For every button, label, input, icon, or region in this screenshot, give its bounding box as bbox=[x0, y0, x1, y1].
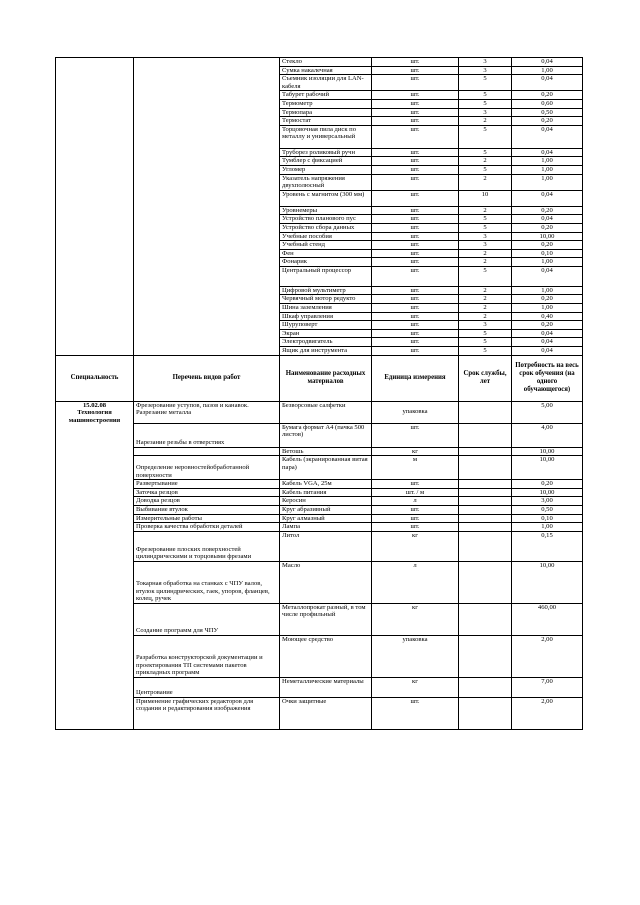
term-cell bbox=[459, 447, 512, 456]
term-cell: 5 bbox=[459, 91, 512, 100]
unit-cell: шт. bbox=[372, 304, 459, 313]
need-cell: 0,04 bbox=[512, 125, 583, 148]
need-cell: 1,00 bbox=[512, 66, 583, 75]
material-name: Табурет рабочий bbox=[280, 91, 372, 100]
work-type: Применение графических редакторов для создания и редактирования изображения bbox=[134, 697, 280, 729]
term-cell: 3 bbox=[459, 66, 512, 75]
unit-cell: кг bbox=[372, 603, 459, 635]
header-term: Срок службы, лет bbox=[459, 355, 512, 401]
unit-cell: шт. bbox=[372, 66, 459, 75]
need-cell: 0,04 bbox=[512, 266, 583, 286]
material-name: Сумка накалечная bbox=[280, 66, 372, 75]
unit-cell: л bbox=[372, 561, 459, 603]
term-cell: 5 bbox=[459, 165, 512, 174]
unit-cell: шт. / м bbox=[372, 488, 459, 497]
term-cell bbox=[459, 456, 512, 480]
work-type: Разработка конструкторской документации и проектирования ТП системами пакетов прикладных программ bbox=[134, 635, 280, 677]
term-cell bbox=[459, 603, 512, 635]
term-cell bbox=[459, 506, 512, 515]
need-cell: 1,00 bbox=[512, 286, 583, 295]
material-name: Учебный стенд bbox=[280, 241, 372, 250]
header-unit: Единица измерения bbox=[372, 355, 459, 401]
unit-cell: упаковка bbox=[372, 635, 459, 677]
need-cell: 0,04 bbox=[512, 75, 583, 91]
need-cell: 0,04 bbox=[512, 148, 583, 157]
need-cell: 1,00 bbox=[512, 523, 583, 532]
need-cell: 0,50 bbox=[512, 506, 583, 515]
term-cell: 2 bbox=[459, 258, 512, 267]
work-type: Нарезание резьбы в отверстиях bbox=[134, 423, 280, 447]
need-cell: 1,00 bbox=[512, 258, 583, 267]
table-row bbox=[56, 58, 583, 67]
term-cell: 5 bbox=[459, 223, 512, 232]
term-cell bbox=[459, 488, 512, 497]
unit-cell: шт. bbox=[372, 347, 459, 356]
term-cell bbox=[459, 514, 512, 523]
table-row bbox=[56, 561, 583, 603]
need-cell: 0,04 bbox=[512, 58, 583, 67]
term-cell: 2 bbox=[459, 304, 512, 313]
need-cell: 10,00 bbox=[512, 447, 583, 456]
work-type: Проверка качества обработки деталей bbox=[134, 523, 280, 532]
need-cell: 0,04 bbox=[512, 329, 583, 338]
table-row bbox=[56, 506, 583, 515]
need-cell: 0,20 bbox=[512, 206, 583, 215]
term-cell: 10 bbox=[459, 190, 512, 206]
material-name: Указатель напряжения двухполюсный bbox=[280, 174, 372, 190]
material-name: Масло bbox=[280, 561, 372, 603]
need-cell: 2,00 bbox=[512, 697, 583, 729]
need-cell: 0,20 bbox=[512, 91, 583, 100]
material-name: Фонарик bbox=[280, 258, 372, 267]
material-name: Металлопрокат разный, в том числе профильный bbox=[280, 603, 372, 635]
header-specialty: Специальность bbox=[56, 355, 134, 401]
material-name: Круг алмазный bbox=[280, 514, 372, 523]
unit-cell: шт. bbox=[372, 108, 459, 117]
unit-cell: шт. bbox=[372, 174, 459, 190]
material-name: Термопара bbox=[280, 108, 372, 117]
table-row bbox=[56, 635, 583, 677]
need-cell: 10,00 bbox=[512, 488, 583, 497]
unit-cell: шт. bbox=[372, 249, 459, 258]
need-cell: 1,00 bbox=[512, 165, 583, 174]
table-row bbox=[56, 401, 583, 423]
need-cell: 7,00 bbox=[512, 677, 583, 697]
material-name: Шуруповерт bbox=[280, 321, 372, 330]
material-name: Тумблер с фиксацией bbox=[280, 157, 372, 166]
term-cell: 3 bbox=[459, 232, 512, 241]
material-name: Устройство сбора данных bbox=[280, 223, 372, 232]
work-type: Фрезерование плоских поверхностей цилиндрическими и торцовыми фрезами bbox=[134, 531, 280, 561]
term-cell bbox=[459, 635, 512, 677]
need-cell: 10,00 bbox=[512, 232, 583, 241]
term-cell bbox=[459, 423, 512, 447]
term-cell: 2 bbox=[459, 157, 512, 166]
need-cell: 4,00 bbox=[512, 423, 583, 447]
works-cell-empty bbox=[134, 58, 280, 356]
unit-cell: упаковка bbox=[372, 401, 459, 423]
material-name: Безворсовые салфетки bbox=[280, 401, 372, 423]
need-cell: 10,00 bbox=[512, 561, 583, 603]
unit-cell: л bbox=[372, 497, 459, 506]
material-name: Съемник изоляции для LAN-кабеля bbox=[280, 75, 372, 91]
term-cell: 5 bbox=[459, 125, 512, 148]
term-cell bbox=[459, 561, 512, 603]
material-name: Керосин bbox=[280, 497, 372, 506]
material-name: Электродвигатель bbox=[280, 338, 372, 347]
unit-cell: шт. bbox=[372, 506, 459, 515]
work-type bbox=[134, 447, 280, 456]
unit-cell: шт. bbox=[372, 58, 459, 67]
material-name: Червячный мотор редукто bbox=[280, 295, 372, 304]
unit-cell: шт. bbox=[372, 266, 459, 286]
unit-cell: шт. bbox=[372, 215, 459, 224]
table-row bbox=[56, 697, 583, 729]
term-cell: 2 bbox=[459, 295, 512, 304]
term-cell: 5 bbox=[459, 347, 512, 356]
unit-cell: шт. bbox=[372, 329, 459, 338]
material-name: Стекло bbox=[280, 58, 372, 67]
materials-table bbox=[55, 57, 583, 730]
specialty-code: 15.02.08 bbox=[82, 401, 107, 409]
unit-cell: шт. bbox=[372, 148, 459, 157]
term-cell bbox=[459, 480, 512, 489]
need-cell: 1,00 bbox=[512, 174, 583, 190]
term-cell: 5 bbox=[459, 75, 512, 91]
unit-cell: кг bbox=[372, 677, 459, 697]
need-cell: 0,60 bbox=[512, 99, 583, 108]
unit-cell: шт. bbox=[372, 117, 459, 126]
term-cell: 2 bbox=[459, 249, 512, 258]
term-cell: 5 bbox=[459, 99, 512, 108]
work-type: Заточка резцов bbox=[134, 488, 280, 497]
need-cell: 0,20 bbox=[512, 480, 583, 489]
term-cell: 3 bbox=[459, 321, 512, 330]
specialty-name: Технология машиностроения bbox=[68, 409, 121, 424]
unit-cell: шт. bbox=[372, 241, 459, 250]
need-cell: 10,00 bbox=[512, 456, 583, 480]
term-cell bbox=[459, 523, 512, 532]
unit-cell: шт. bbox=[372, 514, 459, 523]
need-cell: 0,20 bbox=[512, 117, 583, 126]
material-name: Литол bbox=[280, 531, 372, 561]
term-cell: 5 bbox=[459, 338, 512, 347]
need-cell: 0,20 bbox=[512, 295, 583, 304]
term-cell bbox=[459, 401, 512, 423]
term-cell bbox=[459, 497, 512, 506]
table-row bbox=[56, 677, 583, 697]
term-cell: 2 bbox=[459, 174, 512, 190]
unit-cell: шт. bbox=[372, 75, 459, 91]
material-name: Уровнемеры bbox=[280, 206, 372, 215]
table-row bbox=[56, 447, 583, 456]
table-row bbox=[56, 488, 583, 497]
need-cell: 1,00 bbox=[512, 304, 583, 313]
work-type: Доводка резцов bbox=[134, 497, 280, 506]
material-name: Бумага формат А4 (пачка 500 листов) bbox=[280, 423, 372, 447]
term-cell bbox=[459, 677, 512, 697]
work-type: Выбивание втулок bbox=[134, 506, 280, 515]
table-row bbox=[56, 456, 583, 480]
need-cell: 0,10 bbox=[512, 249, 583, 258]
bottom-section bbox=[56, 401, 583, 729]
term-cell: 5 bbox=[459, 329, 512, 338]
need-cell: 5,00 bbox=[512, 401, 583, 423]
header-need: Потребность на весь срок обучения (на одного обучающегося) bbox=[512, 355, 583, 401]
table-row bbox=[56, 497, 583, 506]
term-cell: 3 bbox=[459, 58, 512, 67]
table-header bbox=[56, 355, 583, 401]
material-name: Труборез роликовый ручн bbox=[280, 148, 372, 157]
table-row bbox=[56, 480, 583, 489]
material-name: Центральный процессор bbox=[280, 266, 372, 286]
material-name: Очки защитные bbox=[280, 697, 372, 729]
unit-cell: кг bbox=[372, 531, 459, 561]
need-cell: 0,04 bbox=[512, 338, 583, 347]
material-name: Устройство планового пус bbox=[280, 215, 372, 224]
unit-cell: шт. bbox=[372, 206, 459, 215]
term-cell: 2 bbox=[459, 286, 512, 295]
need-cell: 0,04 bbox=[512, 215, 583, 224]
material-name: Ящик для инструмента bbox=[280, 347, 372, 356]
unit-cell: м bbox=[372, 456, 459, 480]
material-name: Ветошь bbox=[280, 447, 372, 456]
unit-cell: шт. bbox=[372, 157, 459, 166]
unit-cell: шт. bbox=[372, 258, 459, 267]
unit-cell: шт. bbox=[372, 697, 459, 729]
need-cell: 2,00 bbox=[512, 635, 583, 677]
term-cell: 2 bbox=[459, 206, 512, 215]
unit-cell: шт. bbox=[372, 232, 459, 241]
unit-cell: шт. bbox=[372, 190, 459, 206]
material-name: Круг абразивный bbox=[280, 506, 372, 515]
material-name: Неметаллические материалы bbox=[280, 677, 372, 697]
term-cell: 3 bbox=[459, 108, 512, 117]
document-page bbox=[55, 57, 582, 730]
need-cell: 0,50 bbox=[512, 108, 583, 117]
material-name: Цифровой мультиметр bbox=[280, 286, 372, 295]
material-name: Угломер bbox=[280, 165, 372, 174]
header-works: Перечень видов работ bbox=[134, 355, 280, 401]
need-cell: 460,00 bbox=[512, 603, 583, 635]
unit-cell: шт. bbox=[372, 286, 459, 295]
unit-cell: шт. bbox=[372, 125, 459, 148]
term-cell bbox=[459, 697, 512, 729]
material-name: Лампа bbox=[280, 523, 372, 532]
need-cell: 0,20 bbox=[512, 241, 583, 250]
term-cell: 5 bbox=[459, 266, 512, 286]
need-cell: 0,20 bbox=[512, 223, 583, 232]
material-name: Шина заземления bbox=[280, 304, 372, 313]
term-cell: 3 bbox=[459, 241, 512, 250]
material-name: Кабель (экранированная витая пара) bbox=[280, 456, 372, 480]
table-row bbox=[56, 514, 583, 523]
work-type: Измерительные работы bbox=[134, 514, 280, 523]
table-row bbox=[56, 523, 583, 532]
need-cell: 3,00 bbox=[512, 497, 583, 506]
work-type: Определение неровностейобработанной поверхности bbox=[134, 456, 280, 480]
table-row bbox=[56, 531, 583, 561]
term-cell: 5 bbox=[459, 215, 512, 224]
unit-cell: шт. bbox=[372, 91, 459, 100]
work-type: Центрование bbox=[134, 677, 280, 697]
need-cell: 0,04 bbox=[512, 190, 583, 206]
need-cell: 1,00 bbox=[512, 157, 583, 166]
unit-cell: шт. bbox=[372, 480, 459, 489]
work-type: Токарная обработка на станках с ЧПУ валов, втулок цилиндрических, гаек, упоров, фланцев, колец, ручек bbox=[134, 561, 280, 603]
term-cell: 2 bbox=[459, 117, 512, 126]
unit-cell: шт. bbox=[372, 295, 459, 304]
need-cell: 0,20 bbox=[512, 321, 583, 330]
term-cell: 5 bbox=[459, 148, 512, 157]
material-name: Уровень с магнитом (300 мм) bbox=[280, 190, 372, 206]
unit-cell: шт. bbox=[372, 99, 459, 108]
need-cell: 0,04 bbox=[512, 347, 583, 356]
unit-cell: шт. bbox=[372, 165, 459, 174]
header-material: Наименование расходных материалов bbox=[280, 355, 372, 401]
material-name: Термостат bbox=[280, 117, 372, 126]
need-cell: 0,15 bbox=[512, 531, 583, 561]
material-name: Кабель питания bbox=[280, 488, 372, 497]
unit-cell: шт. bbox=[372, 523, 459, 532]
work-type: Развертывание bbox=[134, 480, 280, 489]
specialty-cell-empty bbox=[56, 58, 134, 356]
need-cell: 0,40 bbox=[512, 312, 583, 321]
table-row bbox=[56, 423, 583, 447]
material-name: Торцовочная пила диск по металлу и универсальный bbox=[280, 125, 372, 148]
material-name: Моющее средство bbox=[280, 635, 372, 677]
unit-cell: шт. bbox=[372, 338, 459, 347]
work-type: Создание программ для ЧПУ bbox=[134, 603, 280, 635]
unit-cell: шт. bbox=[372, 223, 459, 232]
material-name: Термометр bbox=[280, 99, 372, 108]
material-name: Фен bbox=[280, 249, 372, 258]
need-cell: 0,10 bbox=[512, 514, 583, 523]
term-cell bbox=[459, 531, 512, 561]
material-name: Экран bbox=[280, 329, 372, 338]
unit-cell: шт. bbox=[372, 312, 459, 321]
unit-cell: шт. bbox=[372, 423, 459, 447]
material-name: Учебные пособия bbox=[280, 232, 372, 241]
unit-cell: кг bbox=[372, 447, 459, 456]
specialty-cell bbox=[56, 401, 134, 729]
top-section bbox=[56, 58, 583, 356]
material-name: Кабель VGA, 25м bbox=[280, 480, 372, 489]
work-type: Фрезерование уступов, пазов и канавок. Разрезание металла bbox=[134, 401, 280, 423]
unit-cell: шт. bbox=[372, 321, 459, 330]
term-cell: 2 bbox=[459, 312, 512, 321]
material-name: Шкаф управления bbox=[280, 312, 372, 321]
table-row bbox=[56, 603, 583, 635]
